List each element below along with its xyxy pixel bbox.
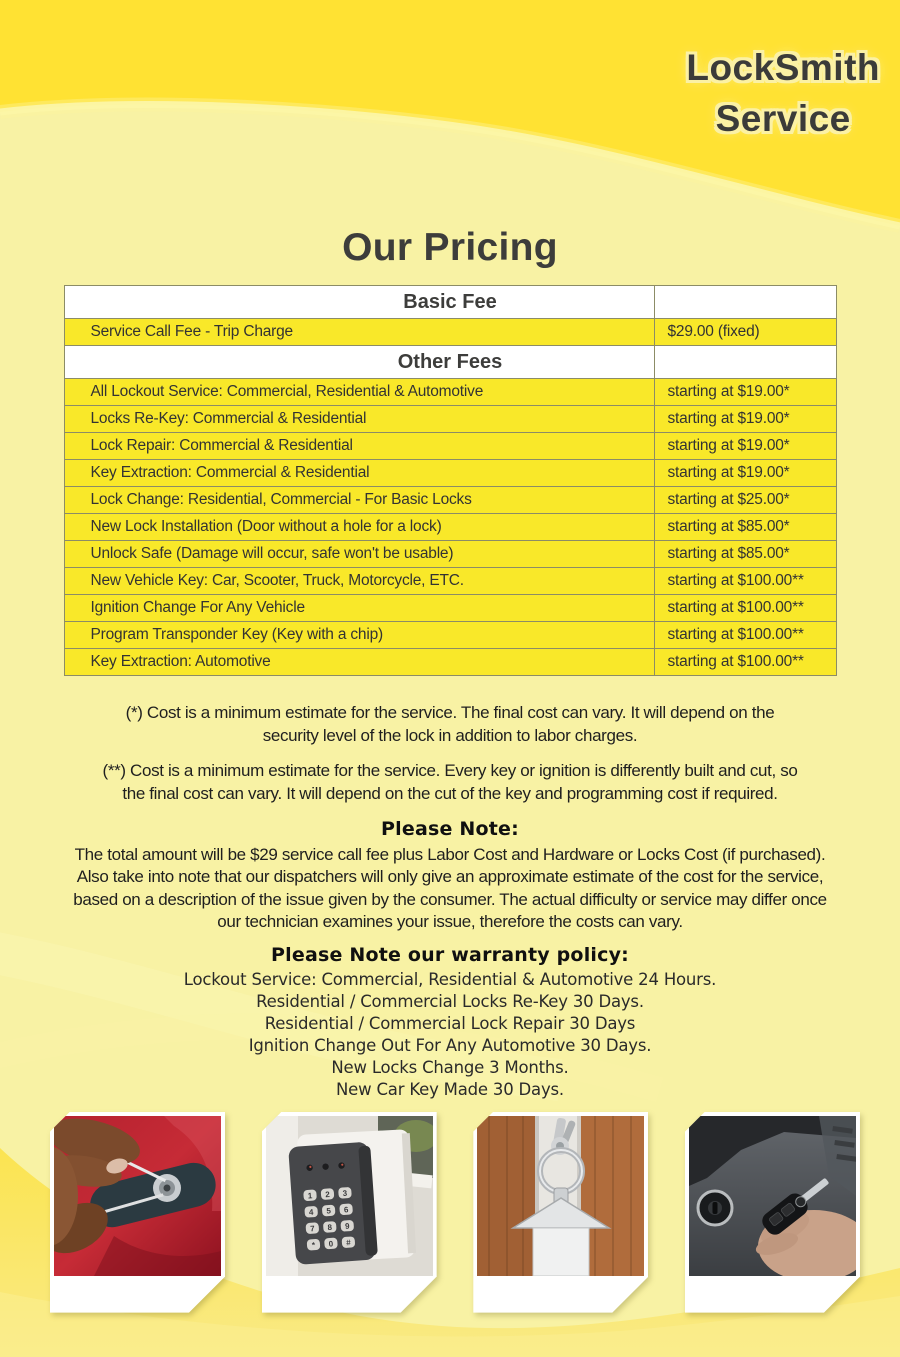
svg-text:7: 7 (309, 1223, 315, 1233)
photo-card-frame (262, 1112, 437, 1313)
photo-card-frame (685, 1112, 860, 1313)
svg-text:6: 6 (343, 1204, 349, 1215)
service-cell: All Lockout Service: Commercial, Residential & Automotive (90, 383, 484, 400)
car-door-lock-picking-photo (54, 1116, 221, 1276)
house-key-in-door-photo (477, 1116, 644, 1276)
table-row (65, 486, 836, 513)
photo-card (473, 1112, 648, 1313)
warranty-item: Ignition Change Out For Any Automotive 30 Days. (248, 1035, 652, 1055)
price-cell: starting at $19.00* (654, 460, 836, 486)
pricing-table (64, 285, 837, 676)
car-flip-key-ignition-photo (689, 1116, 856, 1276)
price-cell: starting at $19.00* (654, 433, 836, 459)
please-note-body: The total amount will be $29 service call fee plus Labor Cost and Hardware or Locks Cost (if purchased). Also take into note that our dispatchers will only give an approximate estimate of the cost for the service, based on a description of the issue given by the consumer. The actual difficulty or service may differ once our technician examines your issue, therefore the costs can vary. (73, 845, 827, 932)
table-row (65, 432, 836, 459)
section-header-label: Basic Fee (403, 291, 497, 313)
footnote-single-asterisk: (*) Cost is a minimum estimate for the service. The final cost can vary. It will depend on the security level of the lock in addition to labor charges. (125, 703, 775, 745)
price-cell: starting at $100.00** (654, 649, 836, 675)
warranty-item: Residential / Commercial Lock Repair 30 Days (264, 1013, 636, 1033)
svg-text:0: 0 (328, 1238, 334, 1249)
table-row (65, 378, 836, 405)
page-title: Our Pricing (342, 226, 558, 269)
table-section-header-other-fees (65, 345, 836, 378)
table-row (65, 567, 836, 594)
warranty-heading: Please Note our warranty policy: (271, 943, 629, 966)
svg-text:9: 9 (344, 1221, 350, 1231)
brand-logo (686, 42, 880, 144)
svg-text:#: # (345, 1237, 351, 1248)
svg-text:8: 8 (326, 1222, 333, 1232)
svg-text:5: 5 (325, 1206, 331, 1216)
table-row (65, 594, 836, 621)
keypad-door-lock-photo (266, 1116, 433, 1276)
price-cell: starting at $100.00** (654, 622, 836, 648)
price-cell: starting at $100.00** (654, 595, 836, 621)
table-row (65, 405, 836, 432)
footnote-double-asterisk: (**) Cost is a minimum estimate for the service. Every key or ignition is differently built and cut, so the final cost can vary. It will depend on the cut of the key and programming cost if required. (102, 761, 798, 803)
table-row (65, 540, 836, 567)
photo-gallery (0, 1112, 900, 1313)
table-row (65, 459, 836, 486)
warranty-item: New Locks Change 3 Months. (331, 1057, 569, 1077)
service-cell: Service Call Fee - Trip Charge (90, 323, 293, 340)
svg-text:2: 2 (324, 1189, 330, 1199)
brand-line2: Service (715, 98, 851, 139)
service-cell: Ignition Change For Any Vehicle (90, 599, 305, 616)
photo-card-frame (473, 1112, 648, 1313)
warranty-list (0, 969, 900, 1101)
please-note-heading: Please Note: (381, 818, 519, 840)
photo-card (50, 1112, 225, 1313)
service-cell: New Vehicle Key: Car, Scooter, Truck, Motorcycle, ETC. (90, 572, 464, 589)
service-cell: Key Extraction: Automotive (90, 653, 271, 670)
price-cell: starting at $19.00* (654, 379, 836, 405)
price-cell: starting at $85.00* (654, 541, 836, 567)
service-cell: New Lock Installation (Door without a hole for a lock) (90, 518, 442, 535)
warranty-item: Lockout Service: Commercial, Residential & Automotive 24 Hours. (183, 969, 717, 989)
photo-card (685, 1112, 860, 1313)
service-cell: Lock Change: Residential, Commercial - For Basic Locks (90, 491, 472, 508)
price-cell: starting at $19.00* (654, 406, 836, 432)
service-cell: Locks Re-Key: Commercial & Residential (90, 410, 367, 427)
svg-text:4: 4 (308, 1207, 314, 1217)
service-cell: Key Extraction: Commercial & Residential (90, 464, 370, 481)
table-section-header-basic-fee (65, 286, 836, 318)
price-cell: starting at $25.00* (654, 487, 836, 513)
section-header-label: Other Fees (397, 351, 503, 373)
table-row (65, 513, 836, 540)
svg-text:*: * (311, 1240, 316, 1250)
photo-card-frame (50, 1112, 225, 1313)
svg-text:3: 3 (342, 1188, 348, 1198)
service-cell: Unlock Safe (Damage will occur, safe won't be usable) (90, 545, 454, 562)
table-row (65, 621, 836, 648)
price-cell: starting at $100.00** (654, 568, 836, 594)
photo-card (262, 1112, 437, 1313)
table-row (65, 648, 836, 675)
price-cell: starting at $85.00* (654, 514, 836, 540)
table-row (65, 318, 836, 345)
price-cell: $29.00 (fixed) (654, 319, 836, 345)
service-cell: Lock Repair: Commercial & Residential (90, 437, 353, 454)
brand-line1: LockSmith (686, 47, 880, 88)
warranty-item: New Car Key Made 30 Days. (336, 1079, 564, 1099)
svg-text:1: 1 (307, 1190, 313, 1201)
warranty-item: Residential / Commercial Locks Re-Key 30 Days. (256, 991, 644, 1011)
service-cell: Program Transponder Key (Key with a chip) (90, 626, 383, 643)
